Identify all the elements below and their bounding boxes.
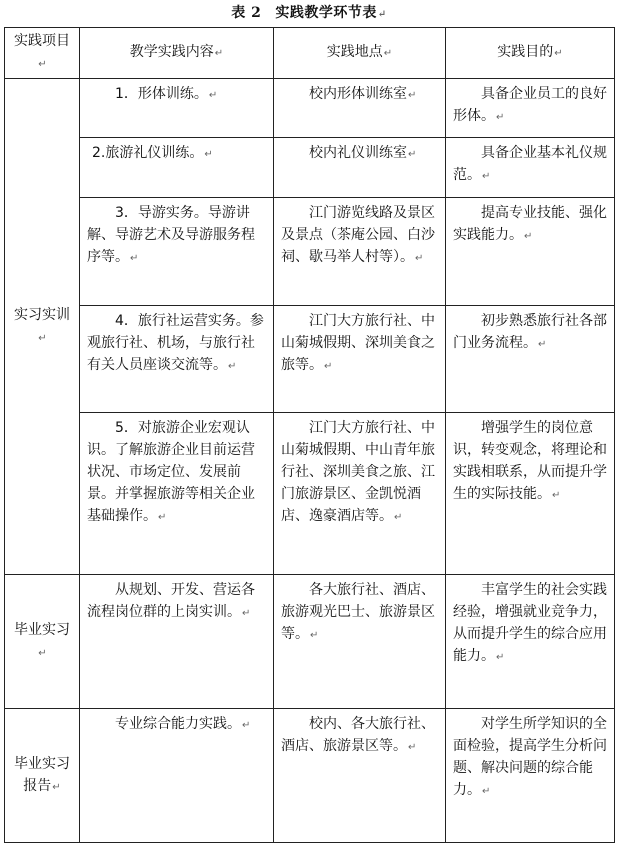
table-number: 表 2 xyxy=(231,5,262,21)
table-caption xyxy=(0,4,618,24)
header-location: 实践地点↵ xyxy=(274,28,446,79)
table-row xyxy=(5,413,615,575)
location-cell: 校内礼仪训练室↵ xyxy=(274,138,446,198)
purpose-cell: 具备企业员工的良好形体。↵ xyxy=(446,79,615,138)
location-cell: 江门大方旅行社、中山菊城假期、中山青年旅行社、深圳美食之旅、江门旅游景区、金凯悦酒店、逸豪酒店等。↵ xyxy=(274,413,446,575)
group-training: 实习实训↵ xyxy=(5,79,80,575)
location-cell: 江门大方旅行社、中山菊城假期、深圳美食之旅等。↵ xyxy=(274,306,446,413)
group-graduation-internship: 毕业实习↵ xyxy=(5,575,80,709)
table-row xyxy=(5,79,615,138)
purpose-cell: 提高专业技能、强化实践能力。↵ xyxy=(446,198,615,306)
purpose-cell: 具备企业基本礼仪规范。↵ xyxy=(446,138,615,198)
content-cell: 1．形体训练。↵ xyxy=(80,79,274,138)
purpose-cell: 对学生所学知识的全面检验，提高学生分析问题、解决问题的综合能力。↵ xyxy=(446,709,615,843)
header-purpose: 实践目的↵ xyxy=(446,28,615,79)
header-content: 教学实践内容↵ xyxy=(80,28,274,79)
paragraph-mark: ↵ xyxy=(377,9,387,20)
table-row xyxy=(5,138,615,198)
purpose-cell: 初步熟悉旅行社各部门业务流程。↵ xyxy=(446,306,615,413)
content-cell: 专业综合能力实践。↵ xyxy=(80,709,274,843)
table-row xyxy=(5,709,615,843)
content-cell: 3．导游实务。导游讲解、导游艺术及导游服务程序等。↵ xyxy=(80,198,274,306)
content-cell: 4．旅行社运营实务。参观旅行社、机场，与旅行社有关人员座谈交流等。↵ xyxy=(80,306,274,413)
purpose-cell: 增强学生的岗位意识，转变观念，将理论和实践相联系，从而提升学生的实际技能。↵ xyxy=(446,413,615,575)
content-cell: 2.旅游礼仪训练。↵ xyxy=(80,138,274,198)
table-row xyxy=(5,575,615,709)
header-row xyxy=(5,28,615,79)
content-cell: 从规划、开发、营运各流程岗位群的上岗实训。↵ xyxy=(80,575,274,709)
group-graduation-report: 毕业实习报告↵ xyxy=(5,709,80,843)
header-project: 实践项目↵ xyxy=(5,28,80,79)
location-cell: 校内形体训练室↵ xyxy=(274,79,446,138)
table-row xyxy=(5,198,615,306)
purpose-cell: 丰富学生的社会实践经验，增强就业竞争力，从而提升学生的综合应用能力。↵ xyxy=(446,575,615,709)
table-row xyxy=(5,306,615,413)
practice-teaching-table xyxy=(4,27,615,843)
location-cell: 各大旅行社、酒店、旅游观光巴士、旅游景区等。↵ xyxy=(274,575,446,709)
content-cell: 5．对旅游企业宏观认识。了解旅游企业目前运营状况、市场定位、发展前景。并掌握旅游等相关企业基础操作。↵ xyxy=(80,413,274,575)
location-cell: 校内、各大旅行社、酒店、旅游景区等。↵ xyxy=(274,709,446,843)
location-cell: 江门游览线路及景区及景点（茶庵公园、白沙祠、歇马举人村等）。↵ xyxy=(274,198,446,306)
table-title: 实践教学环节表 xyxy=(275,5,377,21)
